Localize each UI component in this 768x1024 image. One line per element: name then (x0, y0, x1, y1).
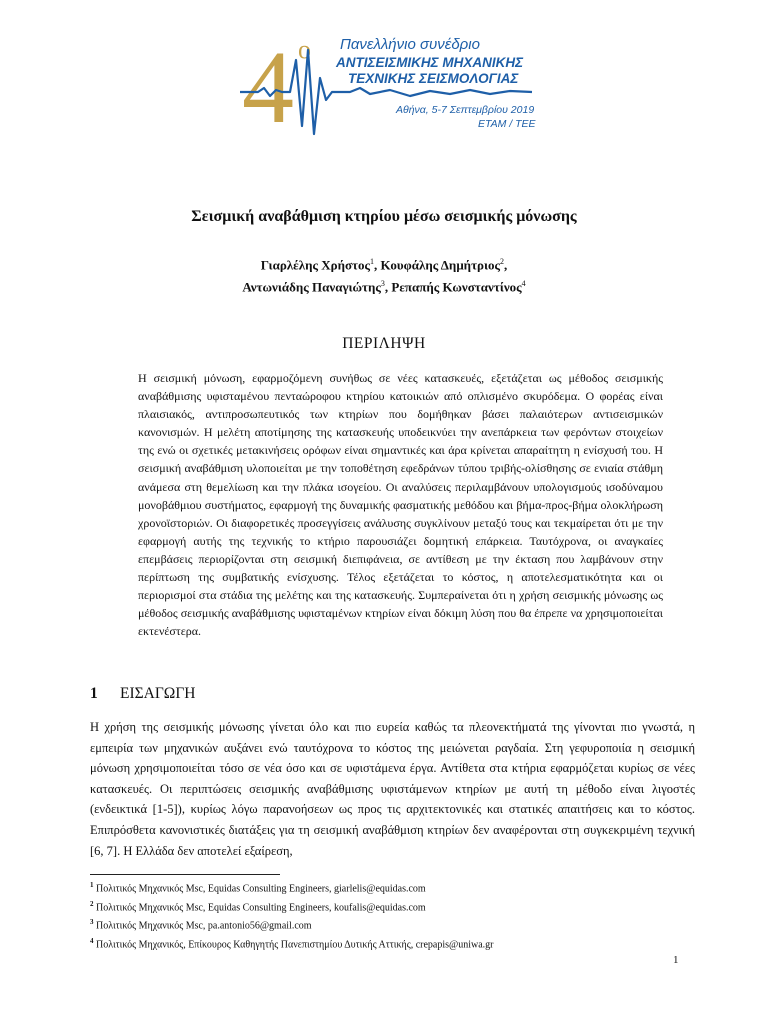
footnote-mark: 1 (90, 881, 94, 889)
author-name: Γιαρλέλης Χρήστος (260, 257, 371, 273)
logo-numeral: 4 (242, 30, 294, 138)
author-affiliation-mark: 1 (370, 257, 375, 266)
paper-title: Σεισμική αναβάθμιση κτηρίου μέσω σεισμικής μόνωσης (191, 208, 577, 225)
section-number: 1 (90, 685, 98, 702)
logo-line-2: ΑΝΤΙΣΕΙΣΜΙΚΗΣ ΜΗΧΑΝΙΚΗΣ (336, 55, 524, 70)
author-affiliation-mark: 4 (521, 279, 526, 289)
section-title: ΕΙΣΑΓΩΓΗ (120, 685, 196, 702)
author-list (0, 252, 768, 297)
logo-line-3: ΤΕΧΝΙΚΗΣ ΣΕΙΣΜΟΛΟΓΙΑΣ (348, 71, 519, 86)
footnote (90, 897, 493, 916)
logo-ordinal: ο (298, 35, 311, 64)
author-name: Αντωνιάδης Παναγιώτης (242, 279, 381, 295)
abstract-text: Η σεισμική μόνωση, εφαρμοζόμενη συνήθως σε νέες κατασκευές, εξετάζεται ως μέθοδος σεισμικής αναβάθμισης υφισταμένου πενταώροφου κτηρίου κατοικιών από οπλισμένο σκυρόδεμα. Ο φορέας είναι πλαισιακός, αντιπροσωπευτικός των κτηρίων που δομήθηκαν βάσει παλαιότερων αντισεισμικών κανονισμών. Η μελέτη αποτίμησης της κατασκευής υποδεικνύει την ανεπάρκεια των φερόντων στοιχείων της ενώ οι σχετικές μετακινήσεις ορόφων είναι σημαντικές και άρα κρίνεται απαραίτητη η ενίσχυσή του. Η σεισμική αναβάθμιση υλοποιείται με την τοποθέτηση εφεδράνων τύπου τριβής-ολίσθησης σε ενιαία στάθμη ανάμεσα στη θεμελίωση και την πλάκα ισογείου. Οι αναλύσεις περιλαμβάνουν υπολογισμούς ισοδύναμου μονοβάθμιου συστήματος, εφαρμογή της δυναμικής φασματικής μεθόδου και βήμα-προς-βήμα ολοκλήρωση χρονοϊστοριών. Οι διαφορετικές προσεγγίσεις ανάλυσης συγκλίνουν μεταξύ τους και τεκμαίρεται ότι με την εφαρμογή αυτής της τεχνικής το κτήριο παρουσιάζει δομητική επάρκεια. Ταυτόχρονα, οι αναγκαίες επεμβάσεις περιορίζονται στη σεισμική διεπιφάνεια, σε αντίθεση με την έκταση που λαμβάνουν στην περίπτωση της συμβατικής ενίσχυσης. Τέλος εξετάζεται το κόστος, η αποτελεσματικότητα και οι περιορισμοί στα στάδια της μελέτης και της κατασκευής. Συμπεραίνεται ότι η χρήση σεισμικής μόνωσης ως μέθοδος σεισμικής αναβάθμισης υφισταμένων κτηρίων είναι δόκιμη λύση που θα έπρεπε να χρησιμοποιείται εκτενέστερα. (138, 371, 663, 639)
logo-place-date: Αθήνα, 5-7 Σεπτεμβρίου 2019 (396, 104, 535, 116)
author-separator: , (374, 257, 381, 273)
author-line-2 (0, 274, 768, 296)
footnote-text: Πολιτικός Μηχανικός Msc, Equidas Consulting Engineers, koufalis@equidas.com (96, 901, 426, 913)
page-number: 1 (673, 954, 679, 966)
footnote-mark: 2 (90, 899, 94, 908)
footnote (90, 934, 493, 953)
author-affiliation-mark: 2 (500, 257, 505, 266)
footnote (90, 915, 493, 934)
abstract-heading: ΠΕΡΙΛΗΨΗ (342, 335, 426, 352)
footnote-divider (90, 874, 280, 875)
introduction-text: Η χρήση της σεισμικής μόνωσης γίνεται όλο και πιο ευρεία καθώς τα πλεονεκτήματά της γίνονται πιο γνωστά, η εμπειρία των μηχανικών αυξάνει ενώ ταυτόχρονα το κόστος της μειώνεται ραγδαία. Στη γεφυροποιία η σεισμική μόνωση χρησιμοποιείται τόσο σε νέα όσο και σε υφιστάμενα έργα. Αντίθετα στα κτήρια εφαρμόζεται κυρίως σε νέες κατασκευές. Οι περιπτώσεις σεισμικής αναβάθμισης υφιστάμενων κτηρίων με αυτή τη μέθοδο είναι λιγοστές (ενδεικτικά [1-5]), κυρίως λόγω παρανοήσεων ως προς τις αρχιτεκτονικές και στατικές απαιτήσεις και το κόστος. Επιπρόσθετα κανονιστικές διατάξεις για τη σεισμική αναβάθμιση κτηρίων δεν αναφέρονται στη συγκεκριμένη τεχνική [6, 7]. Η Ελλάδα δεν αποτελεί εξαίρεση, (90, 720, 695, 858)
footnotes (90, 878, 493, 953)
author-affiliation-mark: 3 (380, 279, 385, 289)
footnote-mark: 4 (90, 936, 94, 945)
section-heading (90, 685, 195, 703)
footnote (90, 878, 493, 897)
logo-organizer: ΕΤΑΜ / ΤΕΕ (478, 118, 536, 130)
author-name: Ρεπαπής Κωνσταντίνος (391, 279, 522, 295)
logo-line-1: Πανελλήνιο συνέδριο (340, 36, 480, 53)
footnote-text: Πολιτικός Μηχανικός Msc, Equidas Consulting Engineers, giarlelis@equidas.com (96, 883, 426, 895)
footnote-mark: 3 (90, 918, 94, 927)
author-line-1 (0, 252, 768, 274)
author-separator: , (504, 257, 508, 273)
author-separator: , (384, 279, 392, 295)
conference-logo (240, 30, 540, 138)
footnote-text: Πολιτικός Μηχανικός, Επίκουρος Καθηγητής Πανεπιστημίου Δυτικής Αττικής, crepapis@uniwa.gr (96, 939, 494, 951)
author-name: Κουφάλης Δημήτριος (380, 257, 501, 273)
footnote-text: Πολιτικός Μηχανικός Msc, pa.antonio56@gmail.com (96, 920, 312, 932)
